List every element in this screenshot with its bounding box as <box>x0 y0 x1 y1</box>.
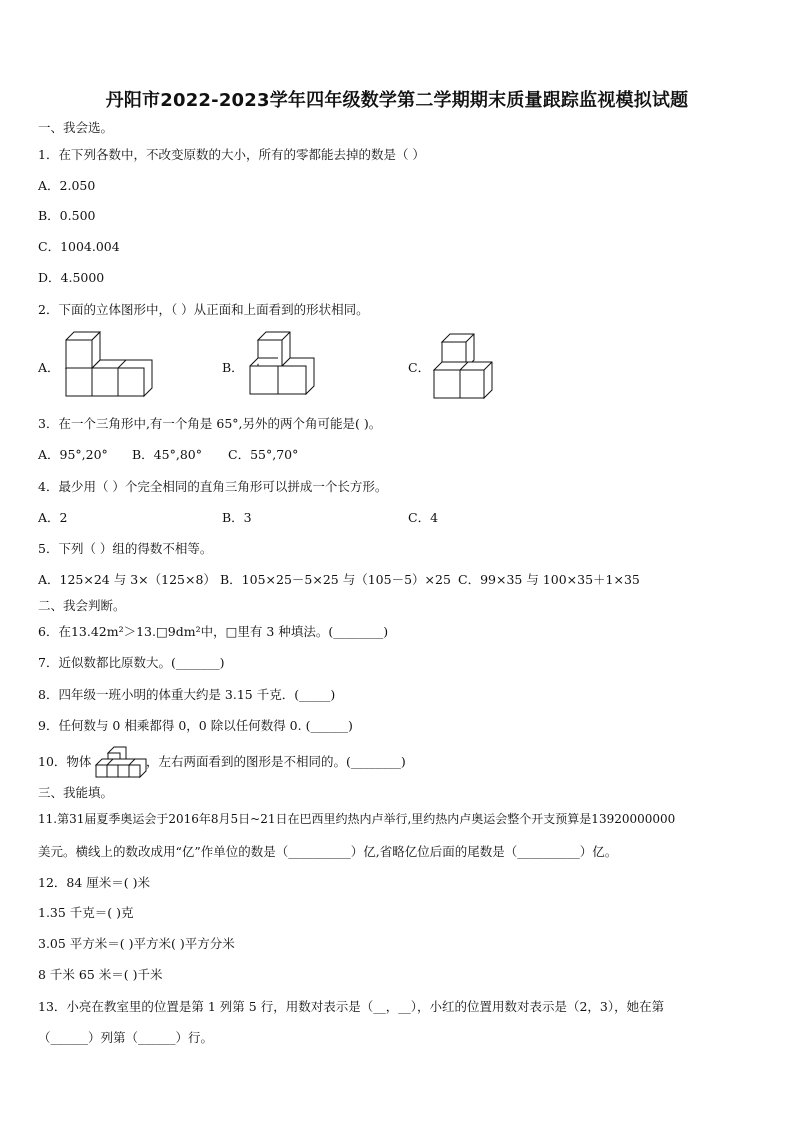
q1-option-c: C．1004.004 <box>38 239 120 254</box>
question-8: 8．四年级一班小明的体重大约是 3.15 千克．(_____) <box>38 687 336 702</box>
question-13-line1: 13．小亮在教室里的位置是第 1 列第 5 行，用数对表示是（__，__），小红的位置用数对表示是（2，3），她在第 <box>38 999 665 1014</box>
q1-option-b: B．0.500 <box>38 208 96 223</box>
question-6: 6．在13.42m²＞13.□9dm²中，□里有 3 种填法。(________) <box>38 624 389 639</box>
section-heading-choose: 一、我会选。 <box>38 120 114 135</box>
question-12-line3: 3.05 平方米＝( )平方米( )平方分米 <box>38 936 235 951</box>
q5-option-c: C．99×35 与 100×35＋1×35 <box>458 572 640 587</box>
question-2: 2．下面的立体图形中，（ ）从正面和上面看到的形状相同。 <box>38 302 369 317</box>
cube-figure-c-image <box>432 332 496 400</box>
question-10-prefix: 10．物体 <box>38 754 92 769</box>
q2-option-c: C． <box>408 360 431 375</box>
cube-figure-b-image <box>248 330 318 398</box>
q1-option-a: A．2.050 <box>38 178 96 193</box>
question-10-suffix: ，左右两面看到的图形是不相同的。(________) <box>146 754 406 769</box>
question-1: 1．在下列各数中，不改变原数的大小，所有的零都能去掉的数是（ ） <box>38 147 425 162</box>
q4-option-a: A．2 <box>38 510 68 525</box>
q3-option-c: C．55°,70° <box>228 447 299 462</box>
question-7: 7．近似数都比原数大。(_______) <box>38 655 225 670</box>
q5-option-b: B．105×25－5×25 与（105－5）×25 <box>220 572 451 587</box>
question-3: 3．在一个三角形中,有一个角是 65°,另外的两个角可能是( )。 <box>38 416 382 431</box>
question-5: 5．下列（ ）组的得数不相等。 <box>38 541 213 556</box>
q3-option-a: A．95°,20° <box>38 447 108 462</box>
cube-figure-q10-image <box>94 744 148 778</box>
q1-option-d: D．4.5000 <box>38 270 105 285</box>
q4-option-b: B．3 <box>222 510 252 525</box>
section-heading-judge: 二、我会判断。 <box>38 598 126 613</box>
question-13-line2: （______）列第（______）行。 <box>38 1030 214 1045</box>
question-11-line2: 美元。横线上的数改成用“亿”作单位的数是（__________）亿,省略亿位后面的尾数是（__________）亿。 <box>38 844 618 859</box>
question-12-line4: 8 千米 65 米＝( )千米 <box>38 967 163 982</box>
question-12-line2: 1.35 千克＝( )克 <box>38 905 134 920</box>
question-12-line1: 12．84 厘米＝( )米 <box>38 875 151 890</box>
q2-option-b: B． <box>222 360 244 375</box>
cube-figure-a-image <box>64 330 154 398</box>
section-heading-fill: 三、我能填。 <box>38 785 114 800</box>
q5-option-a: A．125×24 与 3×（125×8） <box>38 572 216 587</box>
question-4: 4．最少用（ ）个完全相同的直角三角形可以拼成一个长方形。 <box>38 479 388 494</box>
page-title: 丹阳市2022-2023学年四年级数学第二学期期末质量跟踪监视模拟试题 <box>105 90 689 111</box>
q3-option-b: B．45°,80° <box>132 447 202 462</box>
q4-option-c: C．4 <box>408 510 439 525</box>
question-9: 9．任何数与 0 相乘都得 0，0 除以任何数得 0. (______) <box>38 718 353 733</box>
q2-option-a: A． <box>38 360 60 375</box>
question-11-line1: 11.第31届夏季奥运会于2016年8月5日~21日在巴西里约热内卢举行,里约热内卢奥运会整个开支预算是13920000000 <box>38 812 676 826</box>
